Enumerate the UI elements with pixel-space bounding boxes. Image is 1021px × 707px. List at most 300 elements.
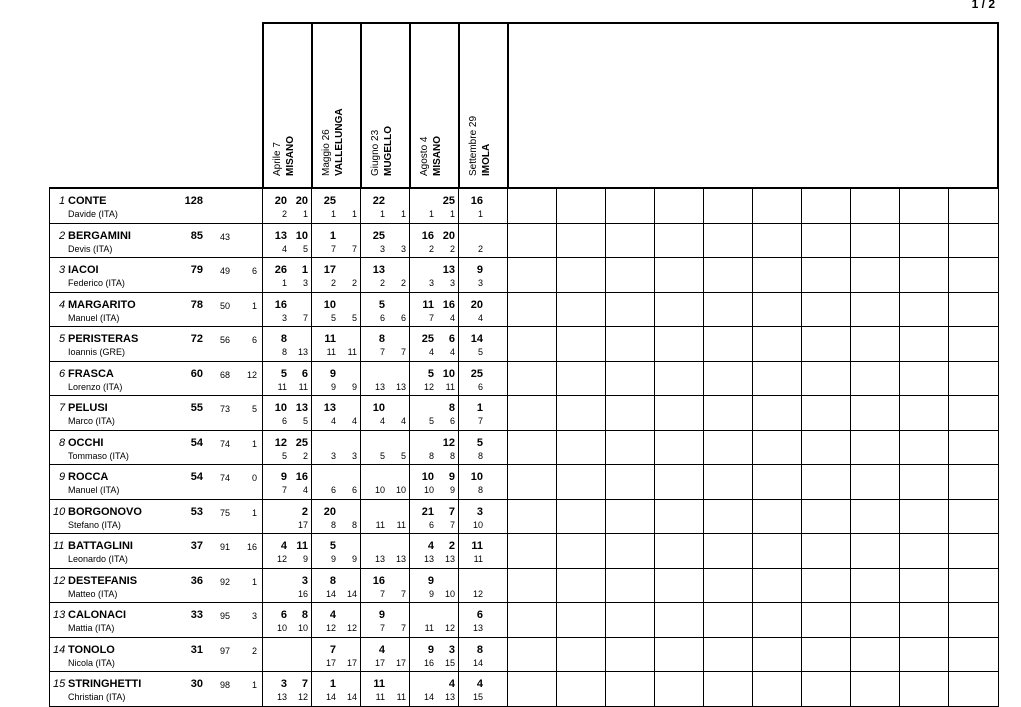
race-result-cell (311, 395, 360, 429)
rider-points: 54 (190, 436, 203, 449)
rider-surname: CALONACI (68, 609, 127, 621)
race2-position: 1 (302, 209, 308, 219)
race1-points: 25 (372, 229, 385, 242)
race1-points: 8 (329, 574, 336, 587)
race1-points: 5 (280, 367, 287, 380)
rider-position: 1 (59, 195, 66, 207)
race2-position: 10 (395, 485, 406, 495)
race2-position: 6 (400, 312, 406, 323)
rider-points: 53 (190, 505, 203, 518)
race2-position: 4 (302, 485, 308, 495)
race1-position: 13 (423, 554, 434, 564)
race2-position: 13 (444, 554, 455, 564)
rider-position: 8 (59, 436, 66, 449)
race1-points: 1 (329, 229, 336, 242)
race2-position: 2 (351, 278, 357, 288)
race1-position: 5 (330, 312, 336, 323)
race2-points: 4 (448, 678, 455, 690)
race2-points: 25 (442, 195, 455, 207)
race2-position: 14 (346, 692, 357, 702)
race2-position: 12 (346, 623, 357, 633)
race1-position: 6 (477, 381, 483, 392)
rider-position: 6 (59, 367, 66, 380)
race2-position: 13 (444, 692, 455, 702)
rider-points: 79 (190, 264, 203, 276)
race1-position: 11 (277, 381, 287, 392)
race1-position: 10 (276, 623, 287, 633)
race2-position: 11 (396, 519, 406, 530)
page-number: 1 / 2 (971, 0, 995, 11)
race2-position: 13 (297, 347, 308, 357)
race2-position: 6 (351, 485, 357, 495)
race1-position: 3 (281, 312, 287, 323)
gap-to-leader: 91 (219, 542, 230, 552)
race1-position: 12 (325, 623, 336, 633)
race2-points: 7 (301, 678, 308, 690)
gap-to-previous: 16 (246, 542, 257, 552)
race2-position: 9 (351, 381, 357, 392)
race-result-cell (311, 499, 360, 533)
race2-position: 11 (347, 347, 357, 357)
race1-points: 20 (274, 195, 287, 207)
race1-position: 2 (330, 278, 336, 288)
race1-position: 6 (379, 312, 385, 323)
race1-position: 13 (276, 692, 287, 702)
race1-position: 3 (428, 278, 434, 288)
race1-position: 4 (379, 416, 385, 426)
rider-points: 72 (190, 333, 203, 345)
race-result-cell (458, 671, 507, 705)
race1-points: 13 (274, 229, 287, 242)
race1-position: 8 (477, 485, 483, 495)
gap-to-leader: 43 (219, 231, 230, 242)
column-divider (360, 188, 361, 706)
race-result-cell (409, 533, 458, 567)
race1-position: 7 (379, 347, 385, 357)
race-result-cell (311, 430, 360, 464)
race1-points: 8 (280, 333, 287, 345)
race-result-cell (409, 464, 458, 498)
race1-position: 6 (428, 519, 434, 530)
race1-points: 16 (421, 229, 434, 242)
race1-position: 11 (375, 692, 385, 702)
race-result-cell (311, 464, 360, 498)
rider-points: 30 (190, 678, 203, 690)
race1-position: 14 (423, 692, 434, 702)
race1-position: 9 (428, 588, 434, 599)
race2-points: 8 (301, 609, 308, 621)
race-result-cell (360, 188, 409, 222)
race2-position: 2 (302, 450, 308, 461)
event-header-text (320, 16, 346, 176)
race1-position: 10 (472, 519, 483, 530)
race2-position: 10 (444, 588, 455, 599)
race2-points: 10 (295, 229, 308, 242)
rider-name: Davide (ITA) (68, 209, 118, 219)
event-date: Giugno 23 (370, 129, 381, 176)
table-row (49, 430, 269, 464)
race2-position: 5 (400, 450, 406, 461)
column-divider (899, 188, 900, 706)
event-date: Aprile 7 (272, 142, 283, 176)
race1-points: 5 (378, 298, 385, 311)
race-result-cell (409, 223, 458, 257)
race1-position: 14 (325, 588, 336, 599)
race-result-cell (409, 637, 458, 671)
race1-position: 1 (330, 209, 336, 219)
race-result-cell (458, 533, 507, 567)
rider-points: 31 (190, 643, 203, 656)
rider-position: 9 (59, 471, 66, 483)
gap-to-leader: 73 (219, 404, 230, 414)
race1-points: 25 (470, 367, 483, 380)
column-divider (605, 188, 606, 706)
race-result-cell (458, 257, 507, 291)
race1-position: 11 (326, 347, 336, 357)
rider-position: 15 (53, 678, 66, 690)
race2-points: 16 (442, 298, 455, 311)
race1-position: 12 (276, 554, 287, 564)
race-result-cell (409, 257, 458, 291)
race1-position: 14 (325, 692, 336, 702)
gap-to-leader: 49 (219, 266, 230, 276)
race-result-cell (360, 430, 409, 464)
race1-points: 11 (373, 678, 385, 690)
table-row (49, 568, 269, 602)
event-date: Maggio 26 (321, 129, 332, 176)
table-row (49, 326, 269, 360)
race1-points: 1 (329, 678, 336, 690)
race1-position: 13 (472, 623, 483, 633)
race-result-cell (458, 326, 507, 360)
rider-points: 33 (190, 609, 203, 621)
race-result-cell (262, 326, 311, 360)
race2-position: 4 (449, 312, 455, 323)
race-result-cell (262, 257, 311, 291)
race1-points: 9 (378, 609, 385, 621)
gap-to-leader: 50 (219, 300, 230, 311)
race1-position: 4 (477, 312, 483, 323)
rider-name: Lorenzo (ITA) (68, 381, 123, 392)
race-result-cell (262, 361, 311, 395)
race2-position: 9 (302, 554, 308, 564)
rider-points: 85 (190, 229, 203, 242)
race-result-cell (360, 464, 409, 498)
table-row (49, 533, 269, 567)
race-result-cell (262, 568, 311, 602)
race2-position: 7 (400, 347, 406, 357)
race2-position: 13 (395, 381, 406, 392)
header-divider (311, 22, 313, 188)
race1-position: 15 (472, 692, 483, 702)
rider-name: Federico (ITA) (68, 278, 125, 288)
race2-points: 13 (442, 264, 455, 276)
race-result-cell (311, 326, 360, 360)
race-result-cell (360, 499, 409, 533)
race1-position: 3 (379, 243, 385, 254)
race1-points: 10 (372, 402, 385, 414)
race1-points: 4 (329, 609, 336, 621)
race-result-cell (262, 430, 311, 464)
race-result-cell (360, 671, 409, 705)
event-header (409, 23, 458, 187)
race-result-cell (409, 568, 458, 602)
race2-position: 5 (351, 312, 357, 323)
race1-position: 8 (477, 450, 483, 461)
table-row (49, 602, 269, 636)
race1-points: 3 (280, 678, 287, 690)
event-header-text (271, 16, 297, 176)
column-divider (801, 188, 802, 706)
race-result-cell (360, 292, 409, 326)
race1-position: 17 (374, 657, 385, 668)
race-result-cell (409, 430, 458, 464)
race2-position: 7 (400, 588, 406, 599)
race-result-cell (262, 395, 311, 429)
race-result-cell (409, 671, 458, 705)
race1-position: 13 (374, 381, 385, 392)
event-track: MUGELLO (383, 126, 394, 176)
race1-points: 17 (323, 264, 336, 276)
race2-points: 10 (442, 367, 455, 380)
race1-points: 9 (476, 264, 483, 276)
race-result-cell (311, 671, 360, 705)
race2-position: 4 (400, 416, 406, 426)
race2-points: 8 (448, 402, 455, 414)
race1-points: 4 (280, 540, 287, 552)
race2-points: 11 (296, 540, 308, 552)
race1-position: 7 (428, 312, 434, 323)
race1-points: 11 (471, 540, 483, 552)
rider-points: 78 (190, 298, 203, 311)
race-result-cell (360, 637, 409, 671)
race1-position: 2 (379, 278, 385, 288)
rider-position: 10 (53, 505, 66, 518)
race1-position: 7 (281, 485, 287, 495)
gap-to-leader: 68 (219, 369, 230, 380)
race1-points: 13 (372, 264, 385, 276)
race1-position: 3 (477, 278, 483, 288)
race2-position: 7 (351, 243, 357, 254)
race1-points: 10 (470, 471, 483, 483)
race1-position: 5 (281, 450, 287, 461)
race-result-cell (262, 499, 311, 533)
race1-points: 13 (323, 402, 336, 414)
rider-name: Mattia (ITA) (68, 623, 115, 633)
race1-position: 7 (379, 588, 385, 599)
gap-to-previous: 1 (251, 507, 257, 518)
race-result-cell (458, 223, 507, 257)
race2-points: 13 (295, 402, 308, 414)
race2-position: 11 (445, 381, 455, 392)
race1-position: 9 (330, 381, 336, 392)
gap-to-previous: 1 (251, 576, 257, 587)
rider-name: Manuel (ITA) (68, 312, 120, 323)
race-result-cell (262, 533, 311, 567)
race1-position: 2 (281, 209, 287, 219)
race1-points: 1 (476, 402, 483, 414)
table-row (49, 361, 269, 395)
rider-position: 13 (53, 609, 66, 621)
race1-position: 11 (424, 623, 434, 633)
rider-name: Christian (ITA) (68, 692, 126, 702)
event-header-text (467, 16, 493, 176)
race1-points: 9 (427, 574, 434, 587)
table-row (49, 188, 269, 222)
race2-position: 5 (302, 243, 308, 254)
race-result-cell (458, 188, 507, 222)
rider-surname: BATTAGLINI (68, 540, 133, 552)
race2-points: 6 (448, 333, 455, 345)
race1-points: 8 (476, 643, 483, 656)
table-row (49, 257, 269, 291)
race1-points: 5 (427, 367, 434, 380)
race-result-cell (311, 568, 360, 602)
race1-position: 4 (281, 243, 287, 254)
race-result-cell (409, 326, 458, 360)
event-header (262, 23, 311, 187)
race1-position: 1 (379, 209, 385, 219)
table-row (49, 637, 269, 671)
gap-to-previous: 6 (251, 266, 257, 276)
race-result-cell (409, 292, 458, 326)
race1-position: 12 (472, 588, 483, 599)
table-row (49, 499, 269, 533)
race-result-cell (311, 637, 360, 671)
race1-position: 9 (330, 554, 336, 564)
gap-to-previous: 1 (251, 680, 257, 690)
race1-points: 20 (323, 505, 336, 518)
rider-surname: CONTE (68, 195, 107, 207)
header-divider (360, 22, 362, 188)
rider-name: Matteo (ITA) (68, 588, 118, 599)
race2-position: 3 (400, 243, 406, 254)
column-divider (311, 188, 312, 706)
event-header-text (418, 16, 444, 176)
race2-points: 16 (295, 471, 308, 483)
race2-points: 1 (301, 264, 308, 276)
race-result-cell (311, 533, 360, 567)
race-result-cell (262, 602, 311, 636)
rider-name: Stefano (ITA) (68, 519, 121, 530)
gap-to-leader: 92 (219, 576, 230, 587)
race1-position: 11 (375, 519, 385, 530)
race1-position: 14 (472, 657, 483, 668)
race2-position: 8 (351, 519, 357, 530)
rider-name: Tommaso (ITA) (68, 450, 129, 461)
race-result-cell (262, 671, 311, 705)
race2-position: 7 (302, 312, 308, 323)
race1-position: 8 (330, 519, 336, 530)
race2-points: 2 (448, 540, 455, 552)
event-header-text (369, 16, 395, 176)
rider-points: 54 (190, 471, 203, 483)
race2-points: 3 (448, 643, 455, 656)
race-result-cell (458, 499, 507, 533)
race1-points: 25 (323, 195, 336, 207)
race1-points: 26 (274, 264, 287, 276)
gap-to-leader: 56 (219, 335, 230, 345)
race1-points: 9 (280, 471, 287, 483)
rider-surname: DESTEFANIS (68, 574, 138, 587)
column-divider (458, 188, 459, 706)
header-divider (507, 22, 509, 188)
race-result-cell (360, 223, 409, 257)
race2-position: 7 (449, 519, 455, 530)
event-date: Agosto 4 (419, 136, 430, 176)
race-result-cell (360, 568, 409, 602)
race2-position: 3 (351, 450, 357, 461)
race1-position: 1 (281, 278, 287, 288)
event-track: IMOLA (481, 143, 492, 176)
rider-name: Ioannis (GRE) (68, 347, 126, 357)
race2-points: 2 (301, 505, 308, 518)
table-left-border (49, 188, 50, 706)
race2-position: 5 (302, 416, 308, 426)
race-result-cell (311, 292, 360, 326)
race2-position: 1 (400, 209, 406, 219)
race1-points: 4 (427, 540, 434, 552)
race1-position: 5 (379, 450, 385, 461)
rider-surname: BERGAMINI (68, 229, 131, 242)
race2-position: 17 (346, 657, 357, 668)
race1-points: 20 (470, 298, 483, 311)
rider-name: Marco (ITA) (68, 416, 115, 426)
column-divider (948, 188, 949, 706)
rider-position: 4 (59, 298, 66, 311)
race1-position: 12 (423, 381, 434, 392)
race1-position: 7 (379, 623, 385, 633)
race2-points: 20 (295, 195, 308, 207)
race-result-cell (409, 499, 458, 533)
rider-position: 11 (53, 540, 65, 552)
rider-surname: PERISTERAS (68, 333, 139, 345)
rider-points: 55 (190, 402, 203, 414)
race2-position: 14 (346, 588, 357, 599)
race2-position: 2 (400, 278, 406, 288)
rider-position: 12 (53, 574, 66, 587)
race2-position: 17 (395, 657, 406, 668)
race-result-cell (458, 568, 507, 602)
race1-points: 11 (422, 298, 434, 311)
race2-points: 25 (295, 436, 308, 449)
race1-points: 7 (329, 643, 336, 656)
race2-position: 1 (351, 209, 357, 219)
gap-to-previous: 3 (251, 611, 257, 621)
race1-position: 16 (423, 657, 434, 668)
race-result-cell (458, 602, 507, 636)
gap-to-leader: 74 (219, 473, 230, 483)
race1-position: 7 (477, 416, 483, 426)
race1-position: 7 (330, 243, 336, 254)
race-result-cell (360, 395, 409, 429)
race2-points: 3 (301, 574, 308, 587)
column-divider (409, 188, 410, 706)
race1-points: 5 (476, 436, 483, 449)
event-header (311, 23, 360, 187)
header-top-line (262, 22, 999, 24)
gap-to-previous: 2 (251, 645, 257, 656)
race1-points: 5 (329, 540, 336, 552)
event-date: Settembre 29 (468, 115, 479, 176)
column-divider (654, 188, 655, 706)
race1-points: 9 (329, 367, 336, 380)
race2-position: 3 (302, 278, 308, 288)
race1-points: 10 (323, 298, 336, 311)
rider-position: 3 (59, 264, 66, 276)
race1-points: 3 (476, 505, 483, 518)
race1-points: 12 (274, 436, 287, 449)
